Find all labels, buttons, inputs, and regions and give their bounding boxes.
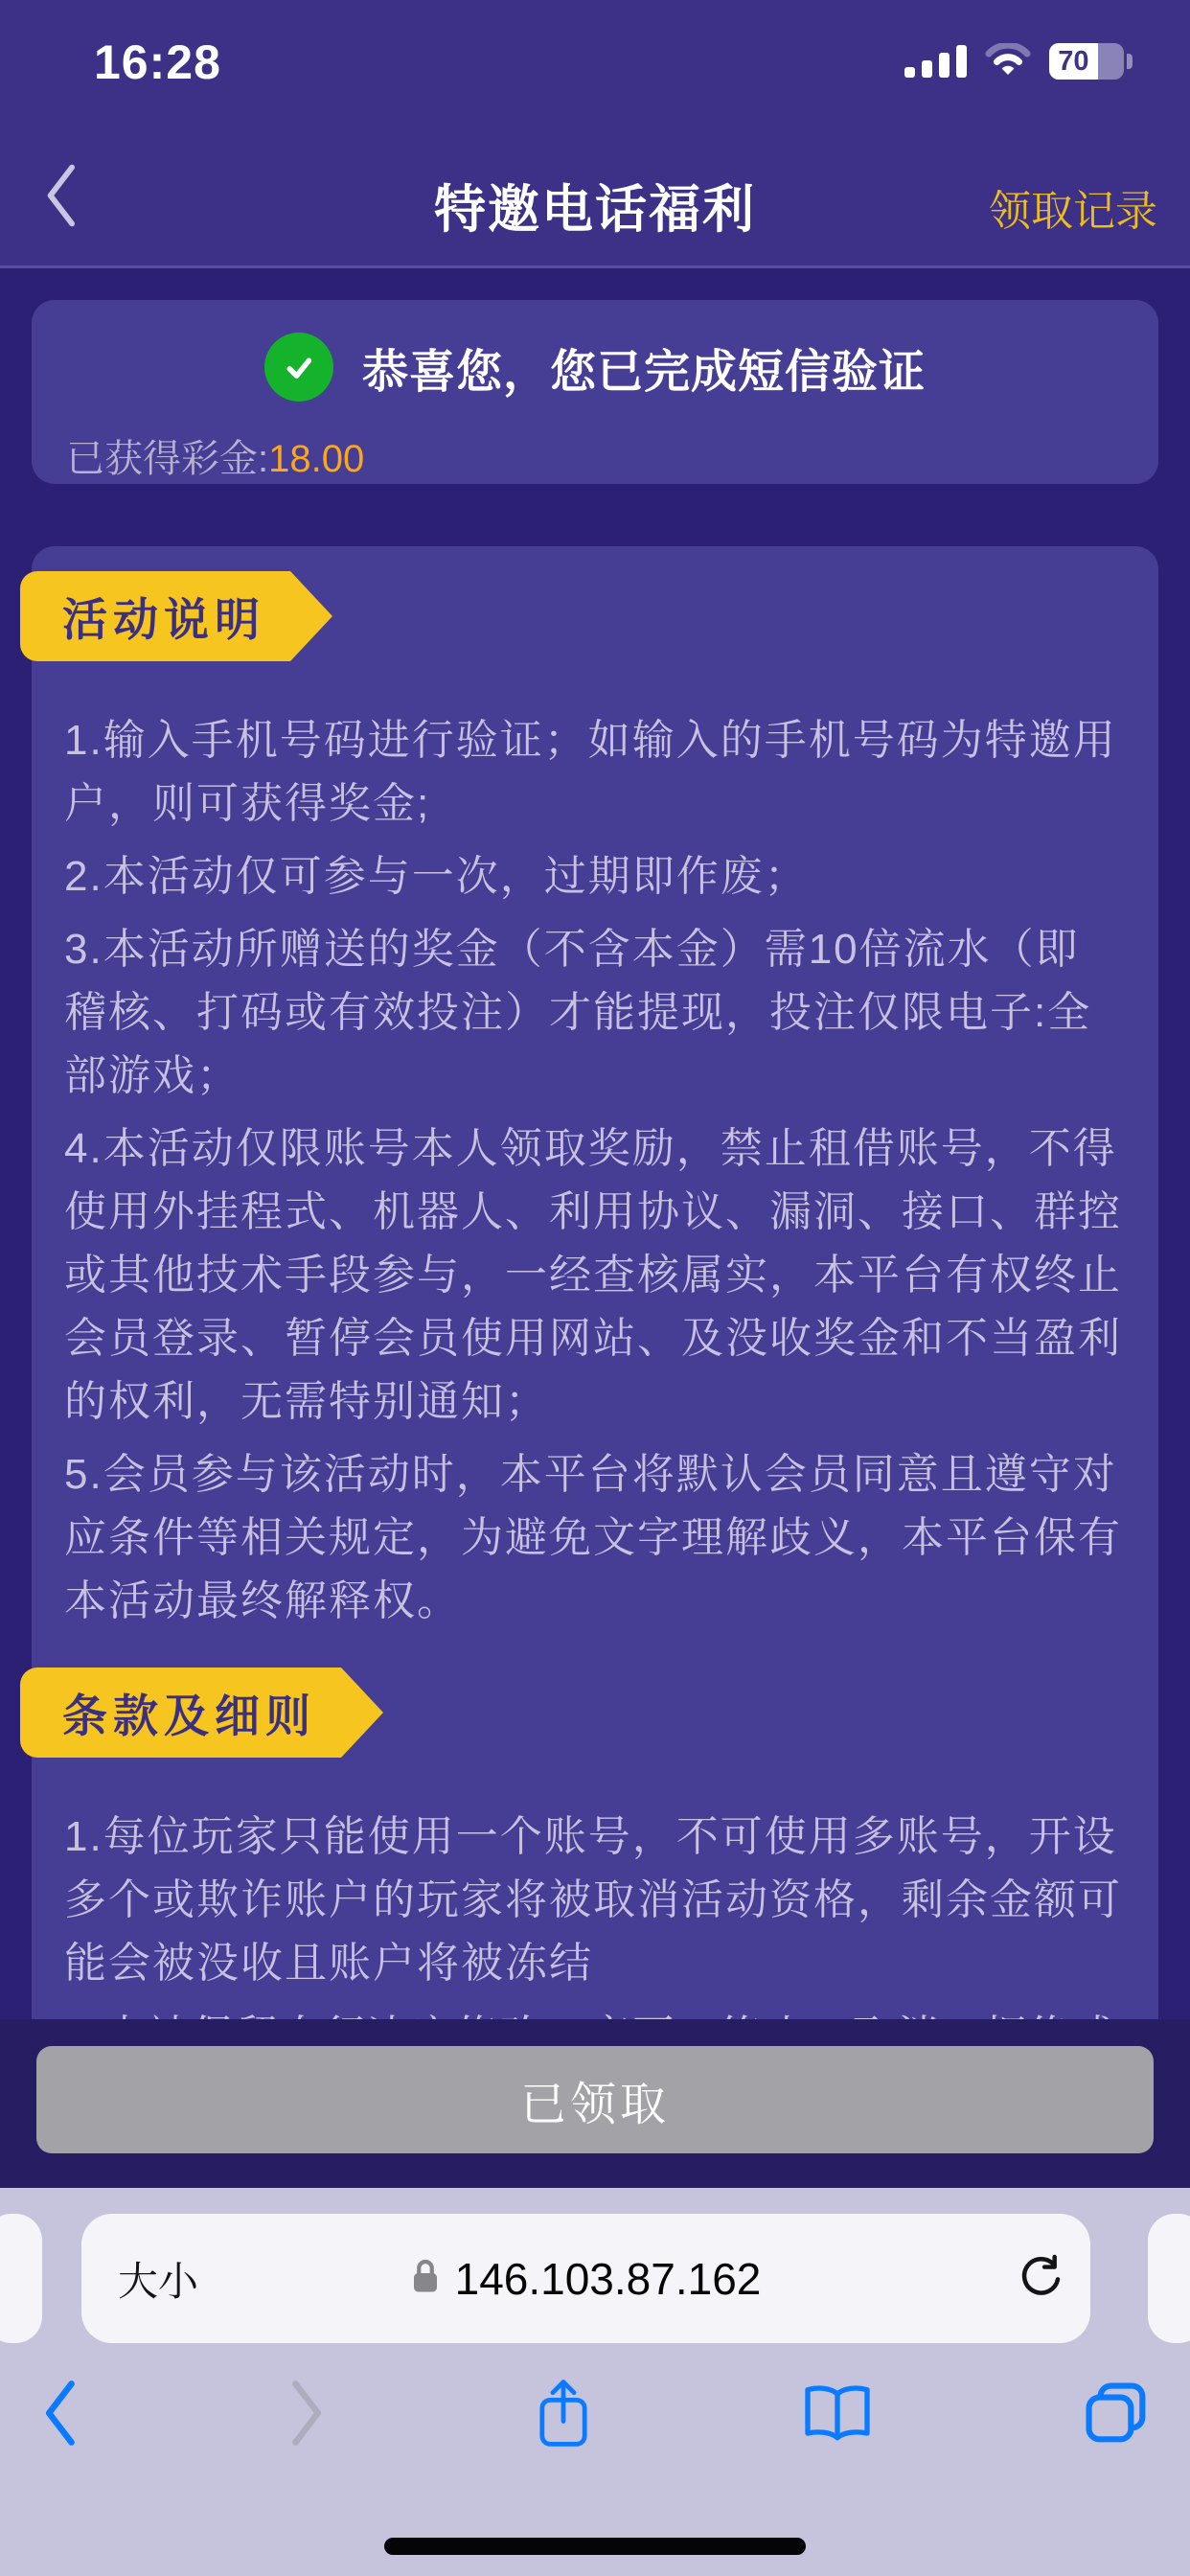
battery-icon [1049,43,1133,80]
verification-success-card [32,300,1158,484]
tabs-icon[interactable] [1083,2380,1150,2447]
status-icons [904,40,1133,82]
activity-rules [32,709,1158,1633]
rule-item: 1.输入手机号码进行验证；如输入的手机号码为特邀用户，则可获得奖金; [64,717,1117,827]
text-size-button[interactable]: 大小 [118,2258,199,2304]
terms-banner [20,1668,341,1758]
rule-item: 3.本活动所赠送的奖金（不含本金）需10倍流水（即稽核、打码或有效投注）才能提现，投注仅限电子:全部游戏； [64,926,1092,1099]
ribbon-arrow-icon [290,571,332,661]
battery-percent: 70 [1058,45,1089,77]
rule-item: 2.本活动仅可参与一次，过期即作废； [64,853,809,900]
reload-button[interactable] [1016,2214,1065,2343]
browser-forward-button[interactable] [288,2379,327,2448]
check-circle-icon [264,333,333,402]
safari-bottom-bar [0,2188,1190,2576]
page-body [0,268,1190,2188]
rule-item: 1.每位玩家只能使用一个账号，不可使用多账号，开设多个或欺诈账户的玩家将被取消活动资格，剩余金额可能会被没收且账户将被冻结 [64,1813,1122,1987]
ribbon-arrow-icon [341,1668,383,1758]
bonus-label: 已获得彩金: [66,438,269,480]
page-title: 特邀电话福利 [434,181,756,239]
claimed-button[interactable]: 已领取 [36,2046,1154,2153]
activity-banner [20,571,290,661]
browser-back-button[interactable] [40,2379,79,2448]
next-tab-peek[interactable] [1148,2214,1190,2343]
url-text: 146.103.87.162 [454,2253,762,2304]
bonus-amount: 18.00 [268,438,365,480]
bonus-row [66,428,1158,483]
status-time: 16:28 [94,35,221,89]
bookmarks-icon[interactable] [801,2383,874,2443]
rule-item: 4.本活动仅限账号本人领取奖励，禁止租借账号，不得使用外挂程式、机器人、利用协议、漏洞、接口、群控或其他技术手段参与，一经查核属实，本平台有权终止会员登录、暂停会员使用网站、及没收奖金和不当盈利的权利，无需特别通知； [64,1125,1122,1425]
header [0,0,1190,268]
url-center [81,2214,1090,2343]
bottom-action-band [0,2019,1190,2188]
success-message: 恭喜您，您已完成短信验证 [361,346,926,398]
previous-tab-peek[interactable] [0,2214,42,2343]
signal-bars-icon [904,45,967,78]
rules-card [32,546,1158,2188]
share-icon[interactable] [536,2375,591,2451]
lock-icon [411,2257,440,2300]
claim-records-link[interactable]: 领取记录 [989,188,1157,235]
address-bar[interactable] [81,2214,1090,2343]
rule-item: 5.会员参与该活动时，本平台将默认会员同意且遵守对应条件等相关规定，为避免文字理解歧义，本平台保有本活动最终解释权。 [64,1451,1122,1624]
home-indicator[interactable] [384,2538,806,2555]
activity-banner-label: 活动说明 [62,593,265,645]
terms-banner-label: 条款及细则 [62,1690,316,1741]
safari-toolbar [0,2360,1190,2466]
wifi-icon [984,43,1032,80]
